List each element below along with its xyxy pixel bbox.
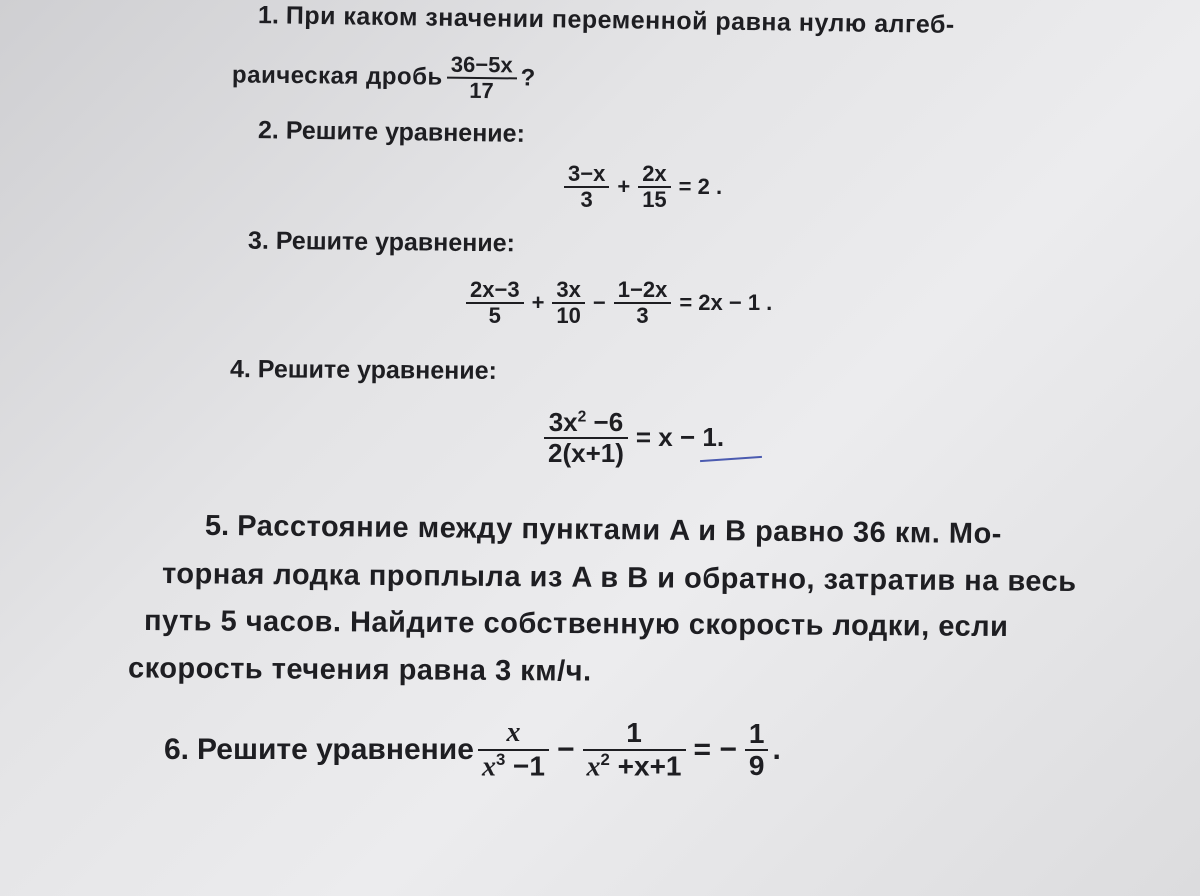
problem-3-fraction-c	[614, 278, 672, 328]
fraction-numerator: x	[506, 717, 521, 748]
problem-2-label: Решите уравнение:	[285, 116, 526, 148]
problem-5-text-line4: скорость течения равна 3 км/ч.	[127, 652, 592, 688]
equation-rhs: = 2 .	[678, 174, 723, 200]
problem-3-fraction-b	[552, 278, 584, 328]
problem-5-line2	[162, 558, 1077, 599]
numerator-tail: −6	[586, 407, 624, 437]
equals-minus: = −	[693, 733, 737, 767]
problem-5-line1	[205, 510, 1002, 551]
problem-5-line3	[144, 605, 1009, 644]
denominator-exponent: 2	[600, 749, 610, 769]
numerator-base: 3x	[548, 407, 578, 437]
minus-operator: −	[556, 733, 575, 767]
problem-2-fraction-b	[638, 162, 670, 212]
minus-operator: −	[592, 290, 606, 316]
fraction-denominator: 10	[556, 303, 581, 329]
fraction-denominator	[583, 751, 686, 783]
problem-5-number: 5.	[204, 509, 230, 543]
problem-1-text-line1: При каком значении переменной равна нулю алгеб-	[285, 1, 955, 39]
problem-3-label: Решите уравнение:	[275, 226, 516, 258]
problem-2-fraction-a	[564, 162, 609, 212]
fraction-denominator: 5	[488, 303, 501, 329]
problem-3-equation	[462, 278, 776, 328]
denominator-base: x	[481, 751, 496, 783]
fraction-numerator: 1−2x	[617, 277, 668, 302]
fraction-denominator: 2(x+1)	[548, 437, 624, 468]
problem-1-line1	[258, 1, 955, 40]
problem-5-text-line3: путь 5 часов. Найдите собственную скорость лодки, если	[143, 604, 1009, 644]
problem-5-text-line1: Расстояние между пунктами A и B равно 36 км. Мо-	[237, 510, 1003, 551]
plus-operator: +	[617, 174, 631, 200]
fraction-denominator: 3	[580, 187, 593, 213]
fraction-denominator: 3	[636, 303, 649, 329]
problem-4-fraction	[544, 408, 628, 467]
fraction-numerator: 1	[626, 717, 642, 748]
problem-6-line	[164, 718, 781, 783]
problem-2-equation	[560, 162, 726, 212]
problem-6-fraction-b	[583, 718, 686, 783]
problem-6-period: .	[772, 733, 781, 767]
plus-operator: +	[531, 290, 545, 316]
denominator-tail: +x+1	[609, 750, 682, 782]
equation-rhs: = 2x − 1 .	[679, 290, 773, 316]
problem-1-text-line2: раическая дробь	[231, 61, 443, 91]
problem-3-heading	[248, 227, 515, 259]
problem-2-number: 2.	[257, 116, 280, 145]
problem-3-fraction-a	[466, 278, 524, 328]
problem-6-number: 6.	[164, 733, 190, 767]
fraction-denominator: 9	[748, 750, 765, 782]
numerator-exponent: 2	[577, 408, 587, 426]
problem-6-label: Решите уравнение	[197, 733, 474, 767]
problem-4-label: Решите уравнение:	[257, 355, 497, 385]
problem-2-heading	[258, 116, 525, 149]
problem-1-fraction	[446, 53, 516, 104]
equation-rhs: = x − 1.	[635, 422, 725, 453]
problem-6-fraction-a	[478, 718, 549, 783]
fraction-denominator	[478, 751, 549, 783]
fraction-numerator	[545, 408, 627, 437]
fraction-numerator: 36−5x	[450, 51, 513, 78]
problem-1-question-mark: ?	[520, 64, 536, 92]
denominator-base: x	[586, 751, 601, 783]
problem-5-text-line2: торная лодка проплыла из A в B и обратно, затратив на весь	[161, 558, 1077, 598]
fraction-numerator: 3x	[556, 277, 581, 302]
problem-4-number: 4.	[229, 355, 251, 384]
problem-5-line4	[128, 652, 592, 688]
problem-1-number: 1.	[257, 1, 280, 30]
denominator-exponent: 3	[495, 749, 506, 769]
fraction-numerator: 3−x	[568, 161, 606, 186]
fraction-numerator: 1	[748, 717, 765, 749]
fraction-numerator: 2x	[642, 161, 667, 186]
problem-1-line2	[232, 50, 536, 104]
problem-4-equation	[540, 408, 728, 467]
denominator-tail: −1	[505, 750, 545, 782]
problem-6-fraction-c	[745, 719, 769, 783]
fraction-numerator: 2x−3	[470, 277, 520, 302]
problem-4-heading	[230, 355, 497, 386]
fraction-denominator: 15	[642, 187, 667, 213]
problem-3-number: 3.	[247, 226, 270, 255]
fraction-denominator: 17	[469, 78, 494, 104]
